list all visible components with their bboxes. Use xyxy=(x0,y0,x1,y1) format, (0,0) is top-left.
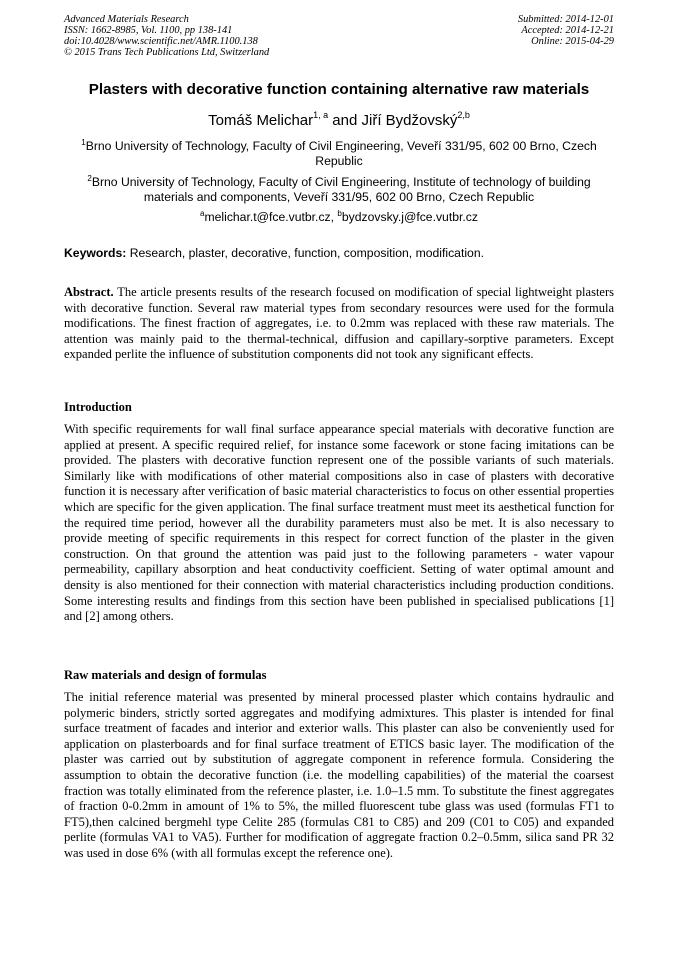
author-conjunction: and xyxy=(328,112,362,129)
author-1-name: Tomáš Melichar xyxy=(208,112,314,129)
abstract xyxy=(64,285,614,363)
keywords-label: Keywords: xyxy=(64,246,127,260)
author-list xyxy=(40,110,638,132)
paper-title: Plasters with decorative function containing alternative raw materials xyxy=(88,81,590,98)
affiliation-2-text: Brno University of Technology, Faculty of Civil Engineering, Institute of technology of building materials and components, Veveří 331/95, 602 00 Brno, Czech Republic xyxy=(91,175,591,204)
journal-doi: doi:10.4028/www.scientific.net/AMR.1100.138 xyxy=(64,36,258,47)
email-a: melichar.t@fce.vutbr.cz, xyxy=(204,210,338,224)
email-b-superscript: b xyxy=(337,209,342,218)
email-a-superscript: a xyxy=(200,209,205,218)
author-1-superscript: 1, a xyxy=(313,110,329,120)
keywords xyxy=(64,246,624,261)
submitted-date: Submitted: 2014-12-01 xyxy=(517,14,614,25)
journal-issn: ISSN: 1662-8985, Vol. 1100, pp 138-141 xyxy=(64,25,233,36)
author-emails xyxy=(64,210,614,225)
email-b: bydzovsky.j@fce.vutbr.cz xyxy=(341,210,478,224)
raw-materials-paragraph: The initial reference material was presented by mineral processed plaster which contains hydraulic and polymeric binders, strictly sorted aggregates and modifying admixtures. This plaster is intended for final surface treatment of facades and interior and exterior walls. This plaster can also be conveniently used for application on plasterboards and for final surface treatment of ETICS basic layer. The modification of the plaster was carried out by substitution of aggregate component in reference formula. Considering the assumption to obtain the decorative function (i.e. the modelling capabilities) of the material the coarsest fraction was totally eliminated from the reference plaster, i.e. 1.0–1.5 mm. To substitute the finest aggregates of fraction 0-0.2mm in amount of 1% to 5%, the milled fluorescent tube glass was used (formulas FT1 to FT5),then calcined bergmehl type Celite 285 (formulas C81 to C85) and 209 (C01 to C05) and expanded perlite (formulas VA1 to VA5). Further for modification of aggregate fraction 0.2–0.5mm, silica sand PR 32 was used in dose 6% (with all formulas except the reference one). xyxy=(64,690,614,860)
affiliation-1 xyxy=(64,139,614,169)
affiliation-1-text: Brno University of Technology, Faculty of Civil Engineering, Veveří 331/95, 602 00 Brno, Czech Republic xyxy=(85,139,597,168)
publication-dates xyxy=(518,14,614,47)
introduction-paragraph: With specific requirements for wall final surface appearance special materials with decorative function are applied at present. A specific required relief, for instance some facework or stone facing imitations can be provided. The plasters with decorative function represent one of the possible variants of such materials. Similarly like with modifications of other material compositions also in case of plasters with decorative function it is necessary after verification of basic material characteristics to focus on other essential properties which are specific for the given application. The final surface treatment must meet its aesthetical function for the required time period, however all the durability parameters must also be met. It is also necessary to provide meeting of specific requirements in this respect for correct function of the plaster in the given construction. On that ground the attention was paid just to the following parameters - water vapour permeability, capillary absorption and heat conductivity coefficient. Setting of water optimal amount and density is also mentioned for their connection with material characteristics including production conditions. Some interesting results and findings from this section have been published in specialised publications [1] and [2] among others. xyxy=(64,422,614,624)
affiliation-2 xyxy=(64,175,614,205)
journal-name: Advanced Materials Research xyxy=(64,14,189,25)
abstract-label: Abstract. xyxy=(64,285,114,299)
online-date: Online: 2015-04-29 xyxy=(531,36,614,47)
author-2-superscript: 2,b xyxy=(457,110,470,120)
journal-info xyxy=(64,14,269,58)
author-2-name: Jiří Bydžovský xyxy=(361,112,458,129)
journal-copyright: © 2015 Trans Tech Publications Ltd, Switzerland xyxy=(64,47,270,58)
abstract-text: The article presents results of the research focused on modification of special lightweight plasters with decorative function. Several raw material types from secondary resources were used for the formula modifications. The finest fraction of aggregates, i.e. to 0.2mm was replaced with these raw materials. The attention was mainly paid to the thermal-technical, diffusion and capillary-sorptive parameters. Except expanded perlite the influence of substitution components did not took any significant effects. xyxy=(64,285,614,362)
keywords-text: Research, plaster, decorative, function, composition, modification. xyxy=(126,246,484,260)
affiliation-1-superscript: 1 xyxy=(81,138,86,147)
raw-materials-heading: Raw materials and design of formulas xyxy=(64,668,267,682)
affiliation-2-superscript: 2 xyxy=(87,174,92,183)
introduction-heading: Introduction xyxy=(64,400,132,414)
accepted-date: Accepted: 2014-12-21 xyxy=(521,25,614,36)
